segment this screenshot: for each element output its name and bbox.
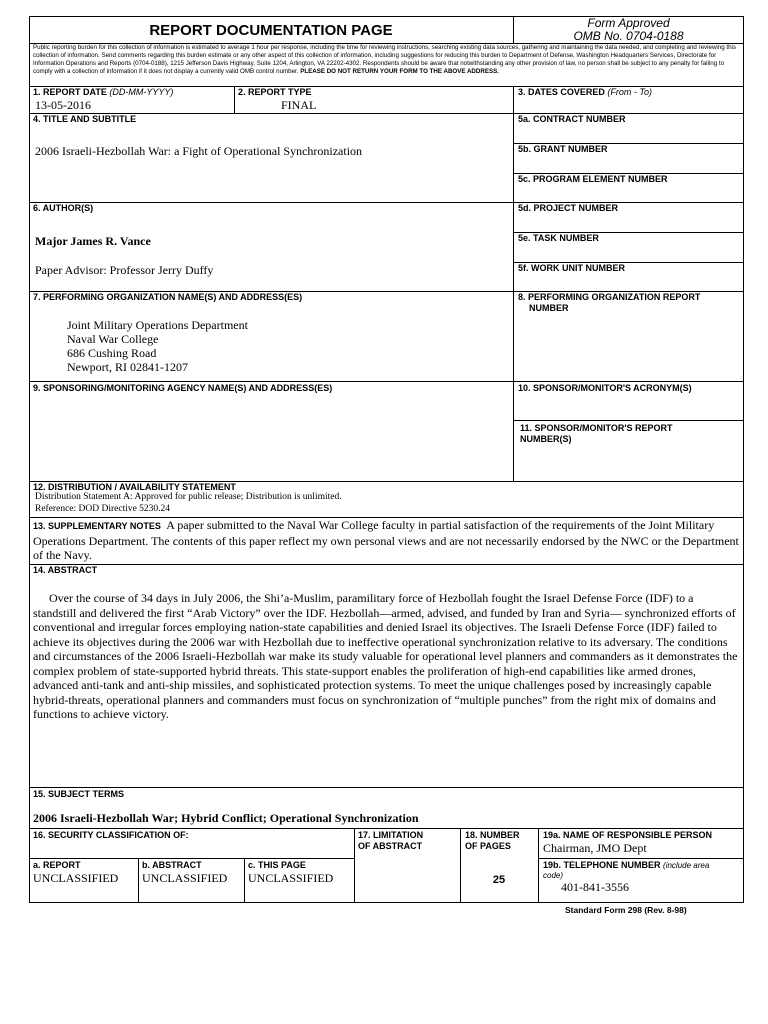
page-title: REPORT DOCUMENTATION PAGE bbox=[149, 22, 393, 39]
dates-covered-label: 3. DATES COVERED (From - To) bbox=[518, 87, 653, 97]
supplementary-text[interactable]: A paper submitted to the Naval War College faculty in partial satisfaction of the requirements of the Joint Military Operations Department. The contents of this paper reflect my own personal views and are not necessarily endorsed by the NWC or the Department of the Navy. bbox=[33, 518, 739, 562]
pages-value[interactable]: 25 bbox=[492, 874, 506, 886]
subject-terms-value[interactable]: 2006 Israeli-Hezbollah War; Hybrid Conflict; Operational Synchronization bbox=[33, 811, 419, 825]
grant-number-label: 5b. GRANT NUMBER bbox=[518, 144, 608, 154]
responsible-person-value[interactable]: Chairman, JMO Dept bbox=[543, 841, 647, 855]
form-id: Standard Form 298 (Rev. 8-98) bbox=[565, 905, 687, 915]
burden-warning: PLEASE DO NOT RETURN YOUR FORM TO THE ABOVE ADDRESS. bbox=[300, 68, 499, 75]
authors-label: 6. AUTHOR(S) bbox=[33, 203, 94, 213]
title-label: 4. TITLE AND SUBTITLE bbox=[33, 114, 137, 124]
supplementary-label: 13. SUPPLEMENTARY NOTES bbox=[33, 521, 161, 531]
sponsor-report-label: 11. SPONSOR/MONITOR'S REPORT NUMBER(S) bbox=[520, 423, 673, 444]
report-type-label: 2. REPORT TYPE bbox=[238, 87, 312, 97]
abstract-text[interactable]: Over the course of 34 days in July 2006, the Shi’a-Muslim, paramilitary force of Hezbollah fought the Israel Defense Force (IDF) to a standstill and delivered the first “Arab Victory” over the IDF. Hezbollah—armed, advised, and funded by Iran and Syria— synchronized efforts of conventional and irregular forces employing nation-state capabilities and denied Israel its objectives. The Israeli Defense Force (IDF) failed to achieve its objectives during the 2006 war with Hezbollah due to ineffective operational synchronization relative to its adversary. The conditions and circumstances of the 2006 Israeli-Hezbollah war make its study valuable for operational level planners and commanders as it demonstrates the complex problem of state-supported hybrid threats. This state-support enables the proliferation of high-end capabilities like armed drones, advanced anti-tank and anti-ship missiles, and sophisticated protection systems. To meet the unique challenges posed by increasingly capable hybrid-threats, operational planners and commanders must focus on synchronization of “multiple punches” from the right mix of domains and functions to achieve victory. bbox=[33, 591, 738, 721]
performing-org-line[interactable]: Newport, RI 02841-1207 bbox=[67, 360, 188, 374]
sponsoring-agency-label: 9. SPONSORING/MONITORING AGENCY NAME(S) AND ADDRESS(ES) bbox=[33, 383, 333, 393]
supplementary-notes bbox=[33, 518, 739, 563]
security-abstract-value[interactable]: UNCLASSIFIED bbox=[142, 871, 228, 885]
contract-number-label: 5a. CONTRACT NUMBER bbox=[518, 114, 626, 124]
report-date-label: 1. REPORT DATE (DD-MM-YYYY) bbox=[33, 87, 174, 97]
subject-terms-label: 15. SUBJECT TERMS bbox=[33, 789, 125, 799]
report-type-value[interactable]: FINAL bbox=[281, 98, 317, 112]
program-element-label: 5c. PROGRAM ELEMENT NUMBER bbox=[518, 174, 668, 184]
security-page-value[interactable]: UNCLASSIFIED bbox=[248, 871, 334, 885]
performing-report-label: 8. PERFORMING ORGANIZATION REPORT NUMBER bbox=[518, 292, 701, 313]
security-abstract-label: b. ABSTRACT bbox=[142, 860, 202, 870]
performing-org-line[interactable]: Joint Military Operations Department bbox=[67, 318, 248, 332]
distribution-reference[interactable]: Reference: DOD Directive 5230.24 bbox=[35, 504, 171, 514]
limitation-label: 17. LIMITATION OF ABSTRACT bbox=[358, 830, 424, 851]
abstract-label: 14. ABSTRACT bbox=[33, 565, 98, 575]
form-approved: Form Approved bbox=[587, 16, 670, 30]
security-report-value[interactable]: UNCLASSIFIED bbox=[33, 871, 119, 885]
performing-org-label: 7. PERFORMING ORGANIZATION NAME(S) AND ADDRESS(ES) bbox=[33, 292, 303, 302]
report-date-value[interactable]: 13-05-2016 bbox=[35, 98, 91, 112]
telephone-hint: code) bbox=[543, 871, 564, 880]
author-name[interactable]: Major James R. Vance bbox=[35, 234, 151, 248]
work-unit-label: 5f. WORK UNIT NUMBER bbox=[518, 263, 625, 273]
burden-text: Public reporting burden for this collection of information is estimated to average 1 hour per response, including the time for reviewing instructions, searching existing data sources, gathering and maintaining the data needed, and completing and reviewing this collection of information. Send comments regarding this burden estimate or any other aspect of this collection of information, including suggestions for reducing this burden to Department of Defense, Washington Headquarters Services, Directorate for Information Operations and Reports (0704-0188), 1215 Jefferson Davis Highway, Suite 1204, Arlington, VA 22202-4302. Respondents should be aware that notwithstanding any other provision of law, no person shall be subject to any penalty for failing to comply with a collection of information if it does not display a currently valid OMB control number. bbox=[33, 44, 737, 75]
pages-label: 18. NUMBER OF PAGES bbox=[465, 830, 520, 851]
performing-org-line[interactable]: Naval War College bbox=[67, 332, 159, 346]
security-report-label: a. REPORT bbox=[33, 860, 81, 870]
security-classification-label: 16. SECURITY CLASSIFICATION OF: bbox=[33, 830, 189, 840]
burden-statement bbox=[33, 44, 741, 76]
omb-number: OMB No. 0704-0188 bbox=[573, 29, 684, 43]
title-value[interactable]: 2006 Israeli-Hezbollah War: a Fight of Operational Synchronization bbox=[35, 144, 363, 158]
task-number-label: 5e. TASK NUMBER bbox=[518, 233, 599, 243]
distribution-statement[interactable]: Distribution Statement A: Approved for public release; Distribution is unlimited. bbox=[35, 492, 342, 502]
sponsor-acronym-label: 10. SPONSOR/MONITOR'S ACRONYM(S) bbox=[518, 383, 692, 393]
telephone-value[interactable]: 401-841-3556 bbox=[561, 880, 629, 894]
paper-advisor[interactable]: Paper Advisor: Professor Jerry Duffy bbox=[35, 263, 214, 277]
distribution-label: 12. DISTRIBUTION / AVAILABILITY STATEMENT bbox=[33, 482, 236, 492]
responsible-person-label: 19a. NAME OF RESPONSIBLE PERSON bbox=[543, 830, 713, 840]
project-number-label: 5d. PROJECT NUMBER bbox=[518, 203, 619, 213]
telephone-label: 19b. TELEPHONE NUMBER (include area bbox=[543, 860, 710, 870]
security-page-label: c. THIS PAGE bbox=[248, 860, 306, 870]
performing-org-line[interactable]: 686 Cushing Road bbox=[67, 346, 157, 360]
